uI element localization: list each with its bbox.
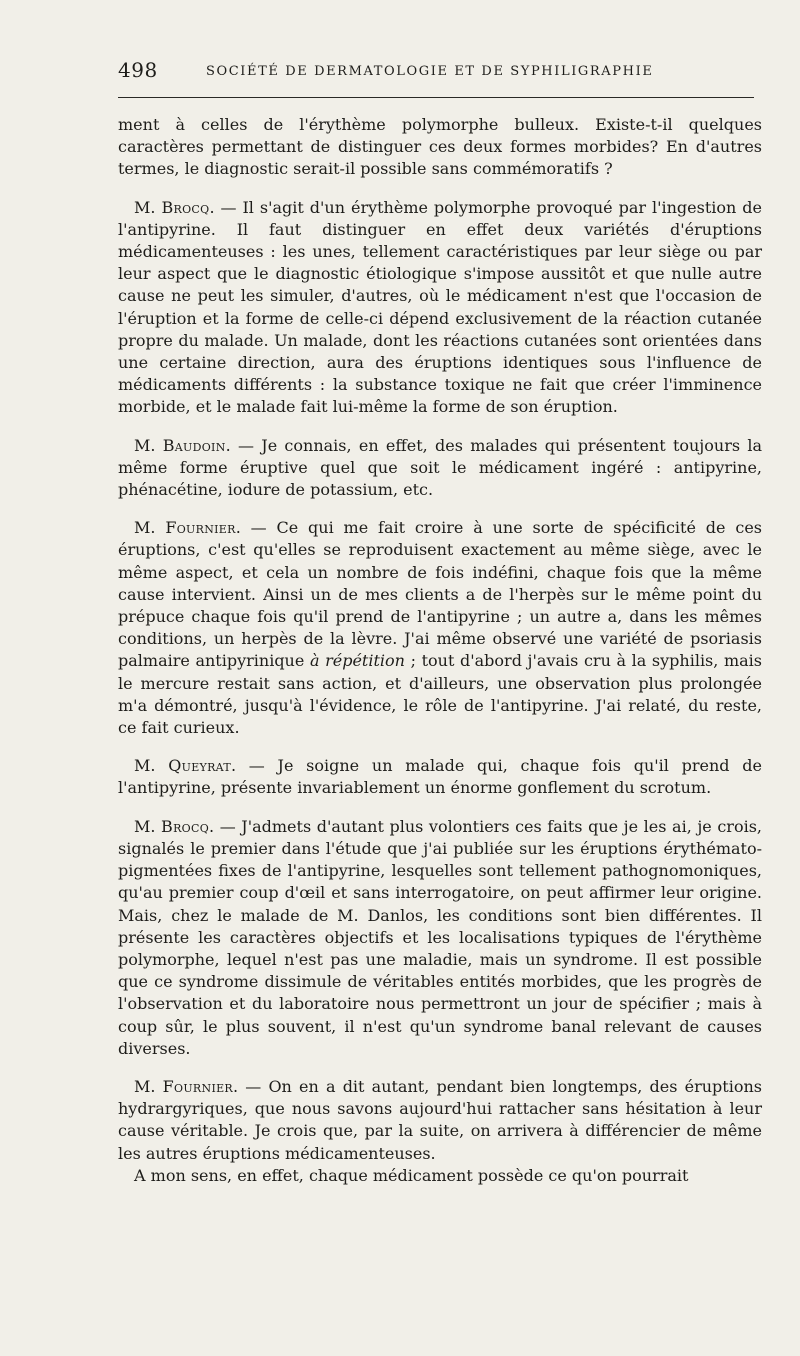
paragraph-continuation: ment à celles de l'érythème polymorphe bulleux. Existe-t-il quelques caractères permettant de distinguer ces deux formes morbides? En d'autres termes, le diagnostic serait-il possible sans commémoratifs ? [118,115,762,179]
paragraph-brocq-1: M. Brocq. — Il s'agit d'un érythème polymorphe provoqué par l'ingestion de l'antipyrine. Il faut distinguer en effet deux variétés d'éruptions médicamenteuses : les unes, tellement caractéristiques par leur siège ou par leur aspect que le diagnostic étiologique s'impose aussitôt et que nulle autre cause ne peut les simuler, d'autres, où le médicament n'est que l'occasion de l'éruption et la forme de celle-ci dépend exclusivement de la réaction cutanée propre du malade. Un malade, dont les réactions cutanées sont orientées dans une certaine direction, aura des éruptions identiques sous l'influence de médicaments différents : la substance toxique ne fait que créer l'imminence morbide, et le malade fait lui-même la forme de son éruption. [118,197,762,417]
speaker-name: Brocq [161,816,210,836]
running-title: SOCIÉTÉ DE DERMATOLOGIE ET DE SYPHILIGRAPHIE [206,64,654,79]
header-rule [118,97,754,98]
paragraph-queyrat: M. Queyrat. — Je soigne un malade qui, chaque fois qu'il prend de l'antipyrine, présente invariablement un énorme gonflement du scrotum. [118,756,762,798]
speaker-name: Baudoin [162,435,226,455]
speaker-name: Queyrat [168,756,231,776]
page-number: 498 [118,58,158,82]
page-header [118,58,758,88]
speaker-name: Fournier [162,1076,233,1096]
italic-term: à répétition [309,651,405,671]
paragraph-fournier-1: M. Fournier. — Ce qui me fait croire à une sorte de spécificité de ces éruptions, c'est qu'elles se reproduisent exactement au même siège, avec le même aspect, et cela un nombre de fois indéfini, chaque fois que la même cause intervient. Ainsi un de mes clients a de l'herpès sur le même point du prépuce chaque fois qu'il prend de l'antipyrine ; un autre a, dans les mêmes conditions, un herpès de la lèvre. J'ai même observé une variété de psoriasis palmaire antipyrinique à répétition ; tout d'abord j'avais cru à la syphilis, mais le mercure restait sans action, et d'ailleurs, une observation plus prolongée m'a démontré, jusqu'à l'évidence, le rôle de l'antipyrine. J'ai relaté, du reste, ce fait curieux. [118,518,763,738]
speaker-name: Fournier [165,518,236,538]
paragraph-baudoin: M. Baudoin. — Je connais, en effet, des malades qui présentent toujours la même forme éruptive quel que soit le médicament ingéré : antipyrine, phénacétine, iodure de potassium, etc. [118,435,762,500]
page-body [118,114,762,1187]
paragraph-brocq-2: M. Brocq. — J'admets d'autant plus volontiers ces faits que je les ai, je crois, signalés le premier dans l'étude que j'ai publiée sur les éruptions érythémato-pigmentées fixes de l'antipyrine, lesquelles sont tellement pathognomoniques, qu'au premier coup d'œil et sans interrogatoire, on peut affirmer leur origine. Mais, chez le malade de M. Danlos, les conditions sont bien différentes. Il présente les caractères objectifs et les localisations typiques de l'érythème polymorphe, lequel n'est pas une maladie, mais un syndrome. Il est possible que ce syndrome dissimule de véritables entités morbides, que les progrès de l'observation et du laboratoire nous permettront un jour de spécifier ; mais à coup sûr, le plus souvent, il n'est qu'un syndrome banal relevant de causes diverses. [118,816,762,1058]
paragraph-fournier-2: M. Fournier. — On en a dit autant, pendant bien longtemps, des éruptions hydrargyriques, que nous savons aujourd'hui rattacher sans hésitation à leur cause véritable. Je crois que, par la suite, on arrivera à différencier de même les autres éruptions médicamenteuses. [118,1076,762,1163]
speaker-name: Brocq [161,197,210,217]
paragraph-final: A mon sens, en effet, chaque médicament possède ce qu'on pourrait [134,1165,689,1185]
